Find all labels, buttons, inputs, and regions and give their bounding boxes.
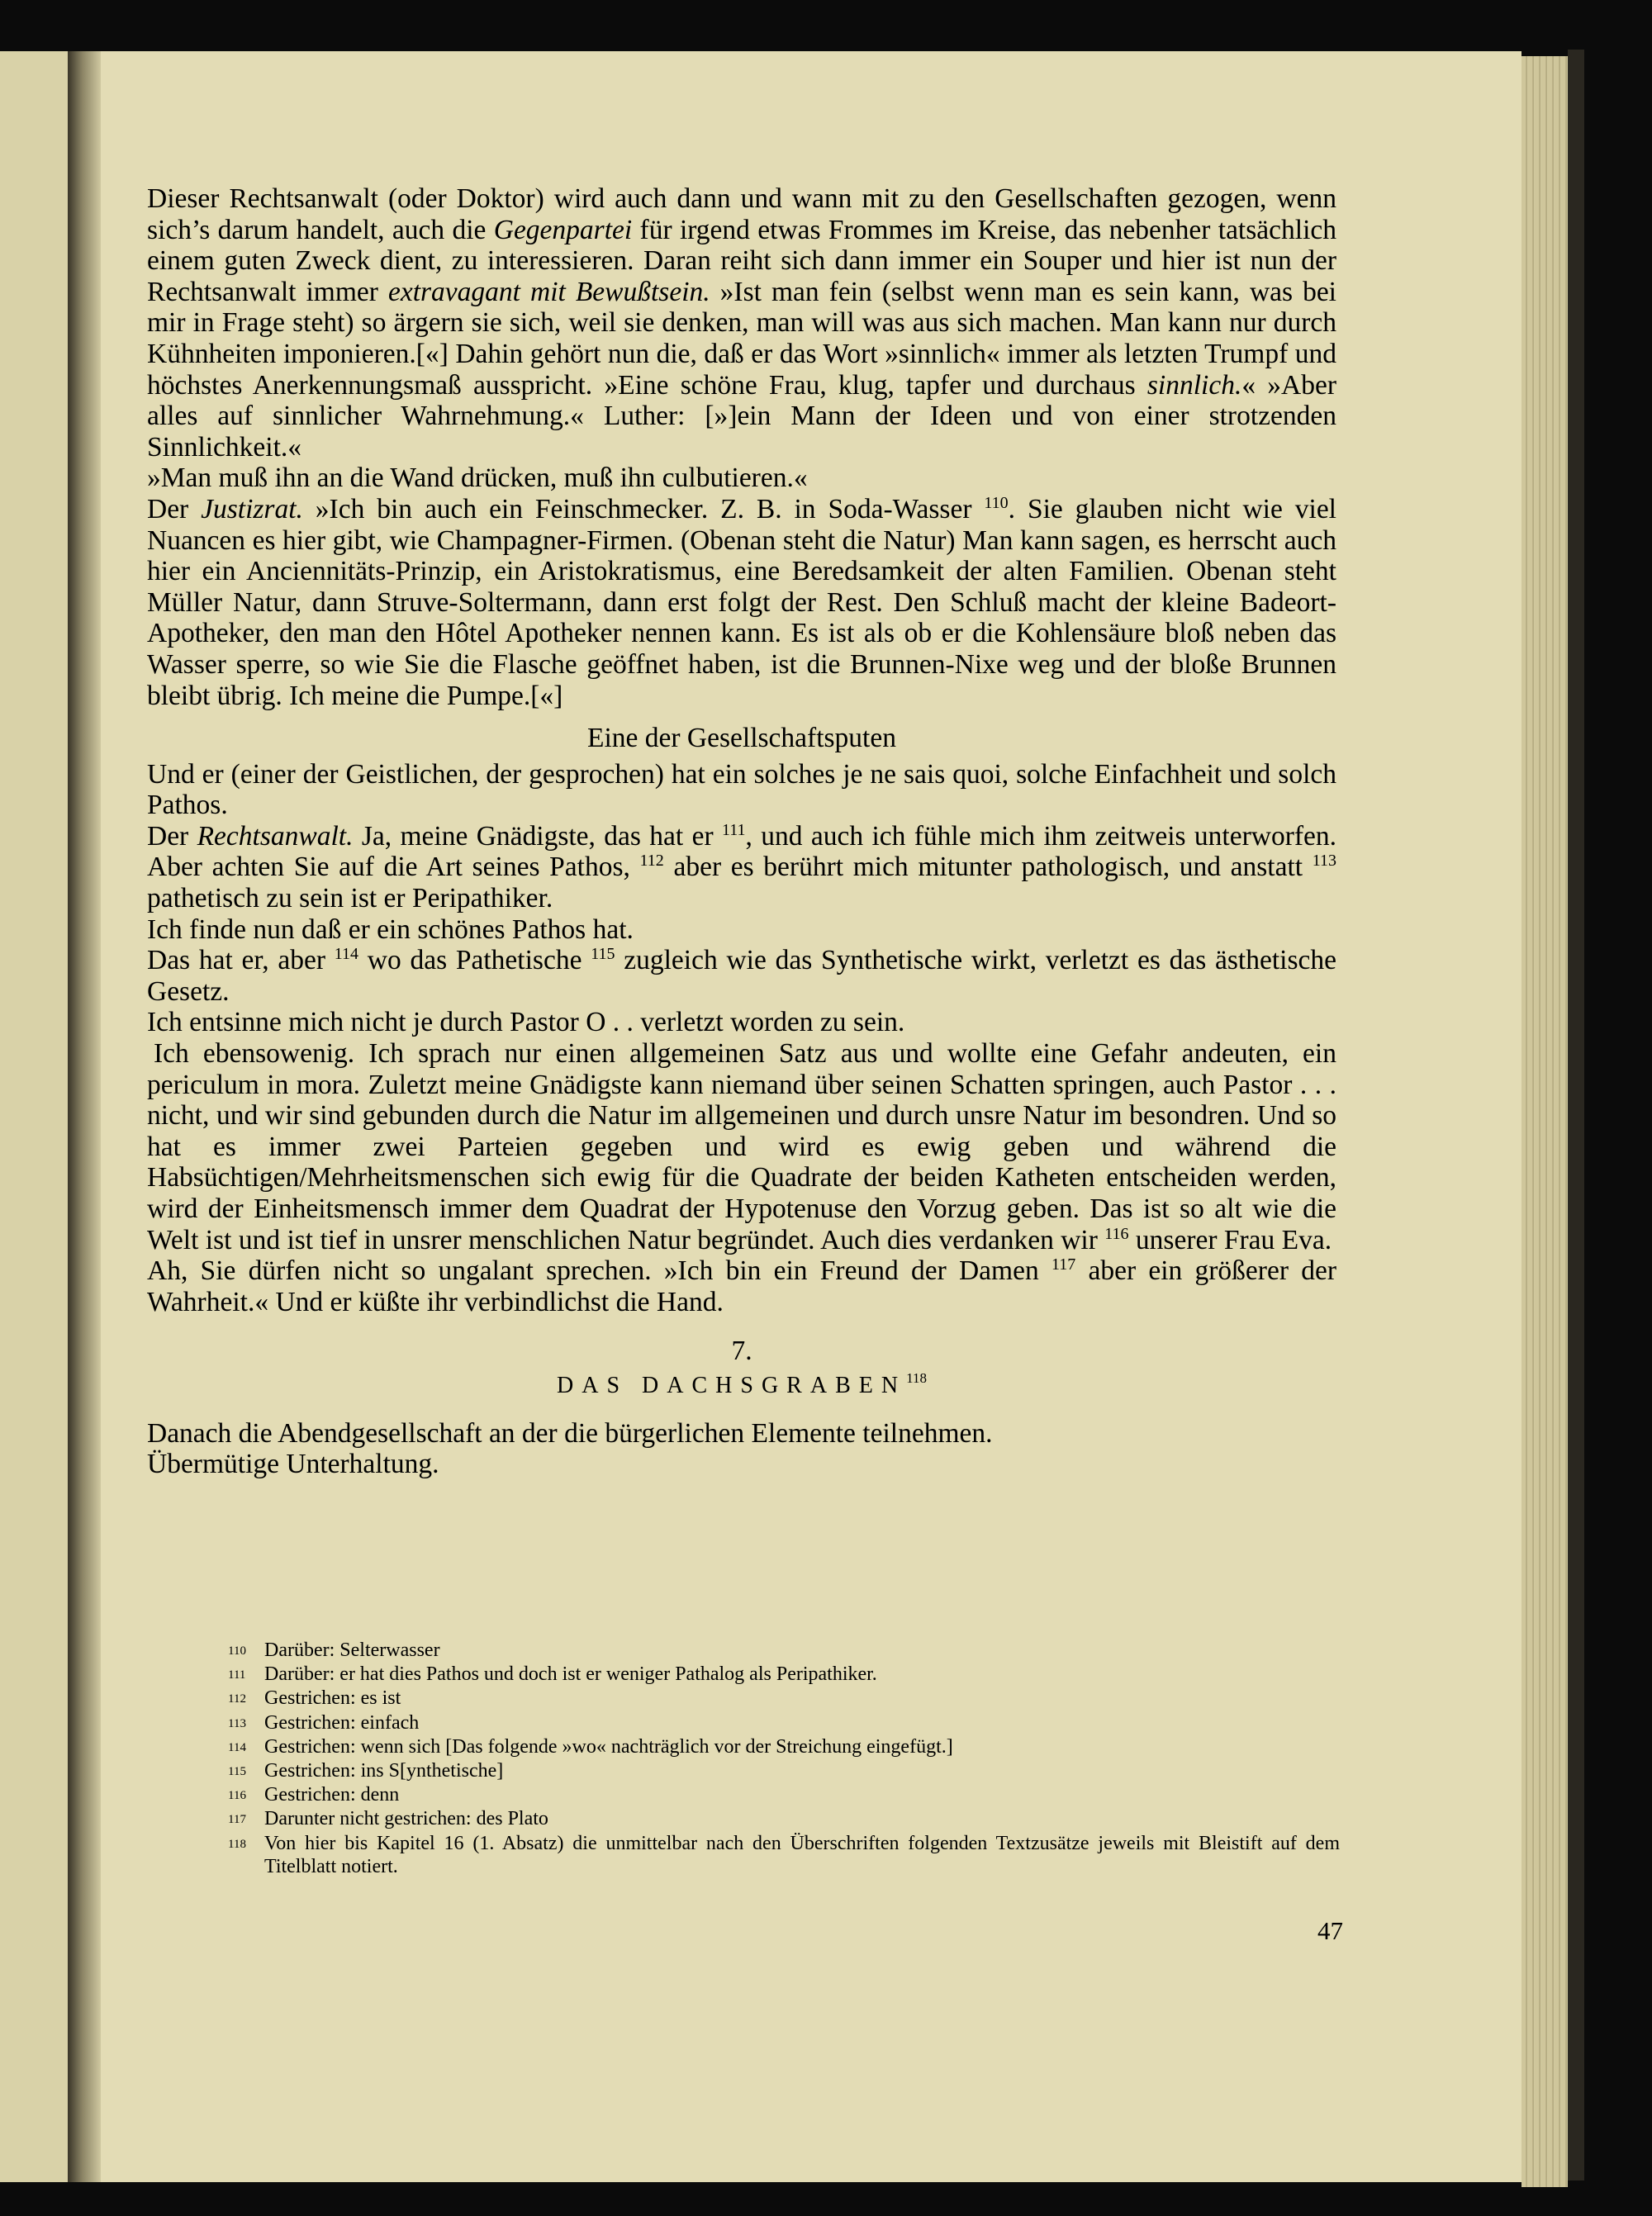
book-gutter (68, 51, 101, 2182)
footnote (228, 1735, 1340, 1759)
italic-term: sinnlich. (1146, 369, 1242, 401)
italic-term: Gegenpartei (493, 214, 633, 245)
footnote (228, 1807, 1340, 1831)
main-text (147, 183, 1336, 1480)
paragraph: Der Rechtsanwalt. Ja, meine Gnädigste, das hat er $^{111}$, und auch ich fühle mich ihm zeitweis unterworfen. Aber achten Sie auf die Art seines Pathos, $^{112}$ aber es berührt mich mitunter pathologisch, und anstatt $^{113}$ pathetisch zu sein ist er Peripathiker. (147, 820, 1337, 914)
footnotes (228, 1639, 1340, 1878)
footnote-text: Darunter nicht gestrichen: des Plato (264, 1808, 548, 1830)
paragraph: Ich entsinne mich nicht je durch Pastor O . . verletzt worden zu sein. (147, 1007, 905, 1038)
footnote-ref: 114 (334, 945, 359, 964)
footnote-ref: 117 (1051, 1255, 1076, 1274)
paragraphs (147, 183, 1336, 1317)
section-title-footnote-ref: 118 (906, 1369, 927, 1386)
section-line: Danach die Abendgesellschaft an der die bürgerlichen Elemente teilnehmen. (147, 1417, 993, 1449)
footnote-number: 111 (228, 1668, 246, 1682)
paragraph: »Man muß ihn an die Wand drücken, muß ihn culbutieren.« (147, 463, 808, 494)
book-edge-shadow (1568, 50, 1584, 2180)
footnote-text: Gestrichen: denn (264, 1784, 400, 1806)
footnote (228, 1759, 1340, 1783)
paragraph: Ich finde nun daß er ein schönes Pathos hat. (147, 913, 634, 945)
footnote-ref: 111 (722, 820, 746, 839)
paragraph: Der Justizrat. »Ich bin auch ein Feinschmecker. Z. B. in Soda-Wasser $^{110}$. Sie glauben nicht wie viel Nuancen es hier gibt, wie Champagner-Firmen. (Obenan steht die Natur) Man kann sagen, es herrscht auch hier ein Anciennitäts-Prinzip, ein Aristokratismus, eine Beredsamkeit der alten Familien. Obenan steht Müller Natur, dann Struve-Soltermann, dann erst folgt der Rest. Den Schluß macht der kleine Badeort-Apotheker, den man den Hôtel Apotheker nennen kann. Es ist als ob er die Kohlensäure bloß neben das Wasser sperre, so wie Sie die Flasche geöffnet haben, ist die Brunnen-Nixe weg und der bloße Brunnen bleibt übrig. Ich meine die Pumpe.[«] (147, 493, 1336, 711)
section-line: Übermütige Unterhaltung. (147, 1449, 439, 1480)
footnote-number: 118 (228, 1837, 246, 1851)
footnote-ref: 112 (639, 852, 664, 871)
footnote-ref: 115 (591, 945, 615, 964)
italic-term: Rechtsanwalt. (197, 820, 354, 852)
paragraph: Dieser Rechtsanwalt (oder Doktor) wird auch dann und wann mit zu den Gesellschaften gezogen, wenn sich’s darum handelt, auch die Gegenpartei für irgend etwas Frommes im Kreise, das nebenher tatsächlich einem guten Zweck dient, zu interessieren. Daran reiht sich dann immer ein Souper und hier ist nun der Rechtsanwalt immer extravagant mit Bewußtsein. »Ist man fein (selbst wenn man es sein kann, was bei mir in Frage steht) so ärgern sie sich, weil sie denken, man will was aus sich machen. Man kann nur durch Kühnheiten imponieren.[«] Dahin gehört nun die, daß er das Wort »sinnlich« immer als letzten Trumpf und höchstes Anerkennungsmaß ausspricht. »Eine schöne Frau, klug, tapfer und durchaus sinnlich.« »Aber alles auf sinnlicher Wahrnehmung.« Luther: [»]ein Mann der Ideen und von einer strotzenden Sinnlichkeit.« (147, 183, 1336, 463)
italic-term: Justizrat. (201, 493, 303, 524)
footnote-number: 115 (228, 1765, 246, 1779)
footnote-ref: 113 (1312, 852, 1336, 871)
italic-term: extravagant mit Bewußtsein. (387, 276, 710, 307)
footnote-text: Gestrichen: einfach (264, 1711, 420, 1734)
subheading: Eine der Gesellschaftsputen (587, 723, 896, 754)
footnote-number: 110 (228, 1644, 246, 1658)
footnote-text: Darüber: er hat dies Pathos und doch ist er weniger Pathalog als Peripathiker. (264, 1663, 877, 1686)
footnote-ref: 110 (984, 493, 1009, 512)
footnote-text: Darüber: Selterwasser (264, 1639, 440, 1661)
section-number: 7. (731, 1336, 752, 1367)
paragraph: Das hat er, aber $^{114}$ wo das Pathetische $^{115}$ zugleich wie das Synthetische wirkt, verletzt es das ästhetische Gesetz. (147, 945, 1337, 1007)
footnote (228, 1832, 1340, 1878)
footnote (228, 1663, 1340, 1687)
footnote (228, 1783, 1340, 1807)
footnote-number: 117 (228, 1813, 246, 1827)
footnote (228, 1687, 1340, 1711)
footnote-text: Gestrichen: ins S[ynthetische] (264, 1760, 504, 1782)
footnote-number: 114 (228, 1740, 246, 1754)
footnote-text: Von hier bis Kapitel 16 (1. Absatz) die unmittelbar nach den Überschriften folgenden Textzusätze jeweils mit Bleistift auf dem Titelblatt notiert. (264, 1832, 1340, 1877)
paragraph: Ah, Sie dürfen nicht so ungalant sprechen. »Ich bin ein Freund der Damen $^{117}$ aber ein größerer der Wahrheit.« Und er küßte ihr verbindlichst die Hand. (147, 1255, 1336, 1317)
page-number: 47 (1317, 1916, 1343, 1945)
footnote-text: Gestrichen: wenn sich [Das folgende »wo« nachträglich vor der Streichung eingefügt.] (264, 1735, 953, 1758)
footnote-ref: 116 (1104, 1224, 1129, 1243)
footnote (228, 1639, 1340, 1663)
footnote-number: 112 (228, 1692, 246, 1706)
paragraph: Ich ebensowenig. Ich sprach nur einen allgemeinen Satz aus und wollte eine Gefahr andeuten, ein periculum in mora. Zuletzt meine Gnädigste kann niemand über seinen Schatten springen, auch Pastor . . . nicht, und wir sind gebunden durch die Natur im allgemeinen und durch unsre Natur im besondren. Und so hat es immer zwei Parteien gegeben und wird es ewig geben und während die Habsüchtigen/Mehrheitsmenschen sich ewig für die Quadrate der beiden Katheten entscheiden werden, wird der Einheitsmensch immer dem Quadrat der Hypotenuse den Vorzug geben. Das ist so alt wie die Welt ist und ist tief in unsrer menschlichen Natur begründet. Auch dies verdanken wir $^{116}$ unserer Frau Eva. (147, 1038, 1336, 1255)
paragraph: Und er (einer der Geistlichen, der gesprochen) hat ein solches je ne sais quoi, solche Einfachheit und solch Pathos. (147, 758, 1336, 821)
left-page-edge (0, 51, 68, 2182)
footnote-number: 116 (228, 1789, 246, 1803)
section-title: DAS DACHSGRABEN$^{118}$ (557, 1369, 927, 1398)
footnote (228, 1711, 1340, 1735)
footnote-number: 113 (228, 1716, 246, 1730)
page-stack-edges (1521, 56, 1568, 2187)
footnote-text: Gestrichen: es ist (264, 1687, 401, 1710)
